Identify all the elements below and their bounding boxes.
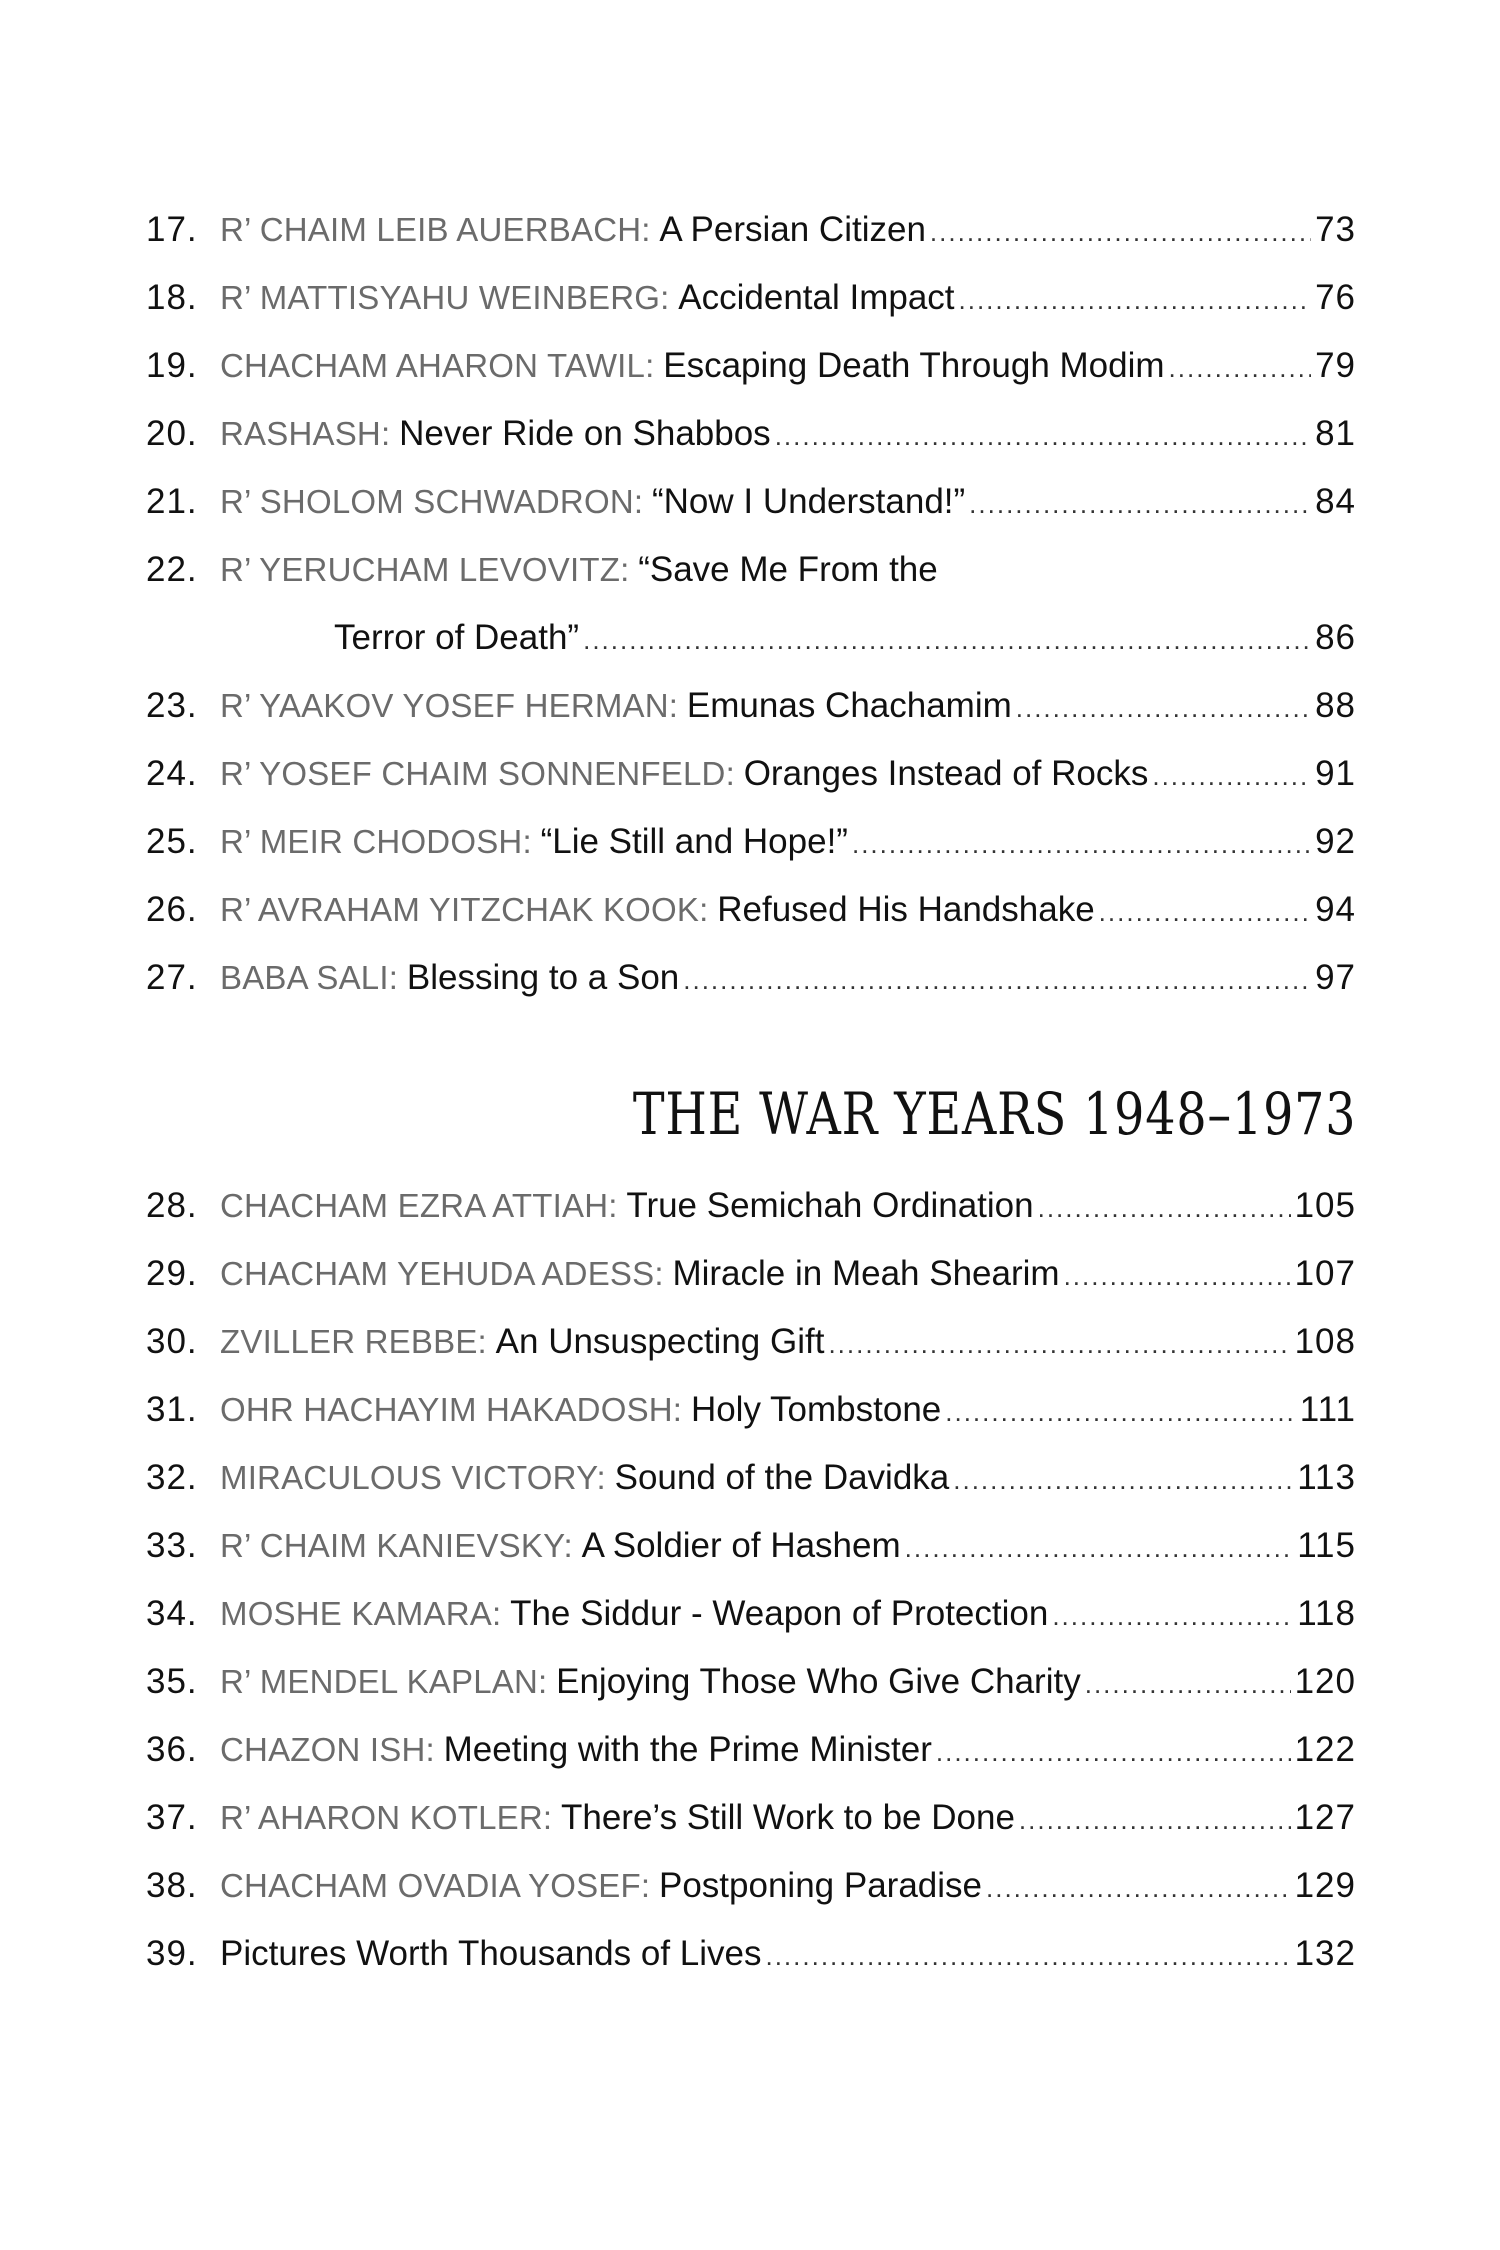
toc-entry-subject: CHAZON ISH: xyxy=(220,1731,435,1768)
toc-entry-subject: R’ AHARON KOTLER: xyxy=(220,1799,553,1836)
toc-leader-dots xyxy=(1016,674,1311,742)
toc-entry-page-number: 122 xyxy=(1294,1730,1356,1769)
toc-list-part1 xyxy=(146,196,1356,1012)
toc-entry xyxy=(146,536,1356,604)
toc-entry-page-number: 73 xyxy=(1315,210,1356,249)
toc-entry-title: Sound of the Davidka xyxy=(614,1458,950,1497)
toc-entry-number: 28. xyxy=(146,1186,198,1225)
toc-entry-title: Refused His Handshake xyxy=(717,890,1095,929)
toc-entry-title: True Semichah Ordination xyxy=(626,1186,1034,1225)
toc-leader-dots xyxy=(683,946,1311,1014)
toc-entry-number: 26. xyxy=(146,890,198,929)
toc-entry-page-number: 118 xyxy=(1297,1594,1356,1633)
toc-leader-dots xyxy=(1019,1786,1291,1854)
toc-entry xyxy=(146,876,1356,944)
toc-entry-page-number: 129 xyxy=(1294,1866,1356,1905)
toc-entry-title: There’s Still Work to be Done xyxy=(561,1798,1015,1837)
toc-entry-subject: R’ MEIR CHODOSH: xyxy=(220,823,532,860)
toc-leader-dots xyxy=(936,1718,1291,1786)
toc-entry-number: 30. xyxy=(146,1322,198,1361)
toc-entry-subject: CHACHAM EZRA ATTIAH: xyxy=(220,1187,618,1224)
toc-entry-page-number: 86 xyxy=(1315,618,1356,657)
toc-entry-title: Pictures Worth Thousands of Lives xyxy=(220,1934,762,1973)
toc-entry xyxy=(146,1376,1356,1444)
toc-entry-number: 22. xyxy=(146,550,198,589)
toc-entry-subject: OHR HACHAYIM HAKADOSH: xyxy=(220,1391,683,1428)
toc-entry-subject: CHACHAM AHARON TAWIL: xyxy=(220,347,655,384)
toc-entry-title: Escaping Death Through Modim xyxy=(663,346,1165,385)
toc-entry-number: 35. xyxy=(146,1662,198,1701)
toc-entry-number: 29. xyxy=(146,1254,198,1293)
toc-entry-page-number: 127 xyxy=(1294,1798,1356,1837)
toc-leader-dots xyxy=(905,1514,1294,1582)
toc-entry-title: The Siddur - Weapon of Protection xyxy=(510,1594,1049,1633)
toc-entry-page-number: 120 xyxy=(1294,1662,1356,1701)
toc-entry-page-number: 111 xyxy=(1299,1390,1356,1429)
toc-entry-title: Postponing Paradise xyxy=(659,1866,982,1905)
toc-leader-dots xyxy=(852,810,1311,878)
toc-entry xyxy=(146,468,1356,536)
toc-leader-dots xyxy=(986,1854,1291,1922)
toc-leader-dots xyxy=(969,470,1311,538)
toc-entry-title: A Soldier of Hashem xyxy=(581,1526,901,1565)
toc-list-part2 xyxy=(146,1172,1356,1988)
toc-entry xyxy=(146,944,1356,1012)
toc-leader-dots xyxy=(1099,878,1311,946)
toc-entry xyxy=(146,264,1356,332)
toc-entry-page-number: 115 xyxy=(1297,1526,1356,1565)
toc-leader-dots xyxy=(959,266,1312,334)
toc-entry xyxy=(146,740,1356,808)
toc-entry-subject: BABA SALI: xyxy=(220,959,399,996)
toc-entry-number: 38. xyxy=(146,1866,198,1905)
toc-entry-title: Never Ride on Shabbos xyxy=(399,414,771,453)
toc-entry xyxy=(146,672,1356,740)
toc-entry-number: 18. xyxy=(146,278,198,317)
toc-entry-title: Enjoying Those Who Give Charity xyxy=(556,1662,1081,1701)
toc-entry xyxy=(146,400,1356,468)
toc-entry-subject: R’ AVRAHAM YITZCHAK KOOK: xyxy=(220,891,709,928)
toc-entry-subject: R’ YOSEF CHAIM SONNENFELD: xyxy=(220,755,735,792)
toc-entry-title: Meeting with the Prime Minister xyxy=(443,1730,932,1769)
toc-entry-page-number: 113 xyxy=(1297,1458,1356,1497)
toc-entry-number: 39. xyxy=(146,1934,198,1973)
toc-entry xyxy=(146,1240,1356,1308)
toc-entry xyxy=(146,1852,1356,1920)
toc-entry-subject: R’ CHAIM KANIEVSKY: xyxy=(220,1527,573,1564)
toc-entry-page-number: 92 xyxy=(1315,822,1356,861)
toc-entry-page-number: 108 xyxy=(1294,1322,1356,1361)
toc-entry-subject: R’ SHOLOM SCHWADRON: xyxy=(220,483,644,520)
toc-entry-number: 21. xyxy=(146,482,198,521)
toc-entry-title: Miracle in Meah Shearim xyxy=(672,1254,1060,1293)
toc-entry-title-continued: Terror of Death” xyxy=(334,618,580,657)
toc-entry-number: 24. xyxy=(146,754,198,793)
toc-leader-dots xyxy=(1169,334,1312,402)
toc-entry-page-number: 97 xyxy=(1315,958,1356,997)
toc-leader-dots xyxy=(1064,1242,1291,1310)
toc-entry-number: 37. xyxy=(146,1798,198,1837)
toc-entry-title: “Lie Still and Hope!” xyxy=(540,822,848,861)
toc-leader-dots xyxy=(775,402,1311,470)
toc-entry xyxy=(146,1648,1356,1716)
toc-entry-subject: R’ YAAKOV YOSEF HERMAN: xyxy=(220,687,679,724)
toc-entry-subject: ZVILLER REBBE: xyxy=(220,1323,487,1360)
toc-entry-number: 33. xyxy=(146,1526,198,1565)
toc-entry-subject: CHACHAM YEHUDA ADESS: xyxy=(220,1255,664,1292)
toc-leader-dots xyxy=(1085,1650,1291,1718)
toc-entry-title: “Save Me From the xyxy=(638,550,938,589)
toc-entry xyxy=(146,196,1356,264)
toc-entry-page-number: 84 xyxy=(1315,482,1356,521)
toc-entry-page-number: 76 xyxy=(1315,278,1356,317)
toc-entry xyxy=(146,1512,1356,1580)
toc-entry-subject: RASHASH: xyxy=(220,415,391,452)
toc-entry-number: 27. xyxy=(146,958,198,997)
toc-leader-dots xyxy=(953,1446,1293,1514)
toc-entry xyxy=(146,1784,1356,1852)
toc-entry-number: 23. xyxy=(146,686,198,725)
toc-entry xyxy=(146,1444,1356,1512)
toc-entry-number: 17. xyxy=(146,210,198,249)
toc-entry-subject: R’ MENDEL KAPLAN: xyxy=(220,1663,548,1700)
toc-entry-page-number: 107 xyxy=(1294,1254,1356,1293)
toc-entry-page-number: 91 xyxy=(1315,754,1356,793)
toc-entry-page-number: 132 xyxy=(1294,1934,1356,1973)
toc-entry-subject: MIRACULOUS VICTORY: xyxy=(220,1459,606,1496)
toc-entry-title: “Now I Understand!” xyxy=(652,482,966,521)
toc-entry xyxy=(146,1308,1356,1376)
toc-entry xyxy=(146,1920,1356,1988)
toc-entry-continuation xyxy=(146,604,1356,672)
toc-entry-number: 25. xyxy=(146,822,198,861)
toc-entry-number: 36. xyxy=(146,1730,198,1769)
toc-leader-dots xyxy=(583,606,1311,674)
toc-entry-subject: R’ CHAIM LEIB AUERBACH: xyxy=(220,211,651,248)
toc-entry-subject: R’ YERUCHAM LEVOVITZ: xyxy=(220,551,630,588)
toc-entry-title: Emunas Chachamim xyxy=(686,686,1012,725)
toc-entry-number: 34. xyxy=(146,1594,198,1633)
toc-leader-dots xyxy=(945,1378,1296,1446)
toc-entry xyxy=(146,332,1356,400)
toc-entry-page-number: 105 xyxy=(1294,1186,1356,1225)
toc-entry-number: 20. xyxy=(146,414,198,453)
toc-entry-title: A Persian Citizen xyxy=(659,210,926,249)
toc-entry xyxy=(146,1580,1356,1648)
toc-leader-dots xyxy=(1152,742,1311,810)
toc-entry-number: 31. xyxy=(146,1390,198,1429)
toc-leader-dots xyxy=(765,1922,1290,1990)
section-heading: THE WAR YEARS 1948–1973 xyxy=(632,1080,1356,1148)
toc-entry xyxy=(146,808,1356,876)
toc-entry-title: Blessing to a Son xyxy=(406,958,680,997)
toc-entry-subject: CHACHAM OVADIA YOSEF: xyxy=(220,1867,651,1904)
toc-entry-title: An Unsuspecting Gift xyxy=(495,1322,825,1361)
toc-entry-page-number: 94 xyxy=(1315,890,1356,929)
toc-entry-title: Holy Tombstone xyxy=(690,1390,942,1429)
toc-entry xyxy=(146,1716,1356,1784)
toc-entry-subject: MOSHE KAMARA: xyxy=(220,1595,502,1632)
toc-leader-dots xyxy=(1052,1582,1293,1650)
toc-entry-title: Accidental Impact xyxy=(678,278,955,317)
toc-entry-number: 32. xyxy=(146,1458,198,1497)
toc-entry-page-number: 88 xyxy=(1315,686,1356,725)
toc-leader-dots xyxy=(1038,1174,1291,1242)
toc-entry-number: 19. xyxy=(146,346,198,385)
toc-leader-dots xyxy=(930,198,1311,266)
toc-entry-subject: R’ MATTISYAHU WEINBERG: xyxy=(220,279,670,316)
toc-entry-page-number: 79 xyxy=(1315,346,1356,385)
toc-leader-dots xyxy=(828,1310,1290,1378)
toc-entry-title: Oranges Instead of Rocks xyxy=(743,754,1149,793)
toc-entry xyxy=(146,1172,1356,1240)
toc-entry-page-number: 81 xyxy=(1315,414,1356,453)
